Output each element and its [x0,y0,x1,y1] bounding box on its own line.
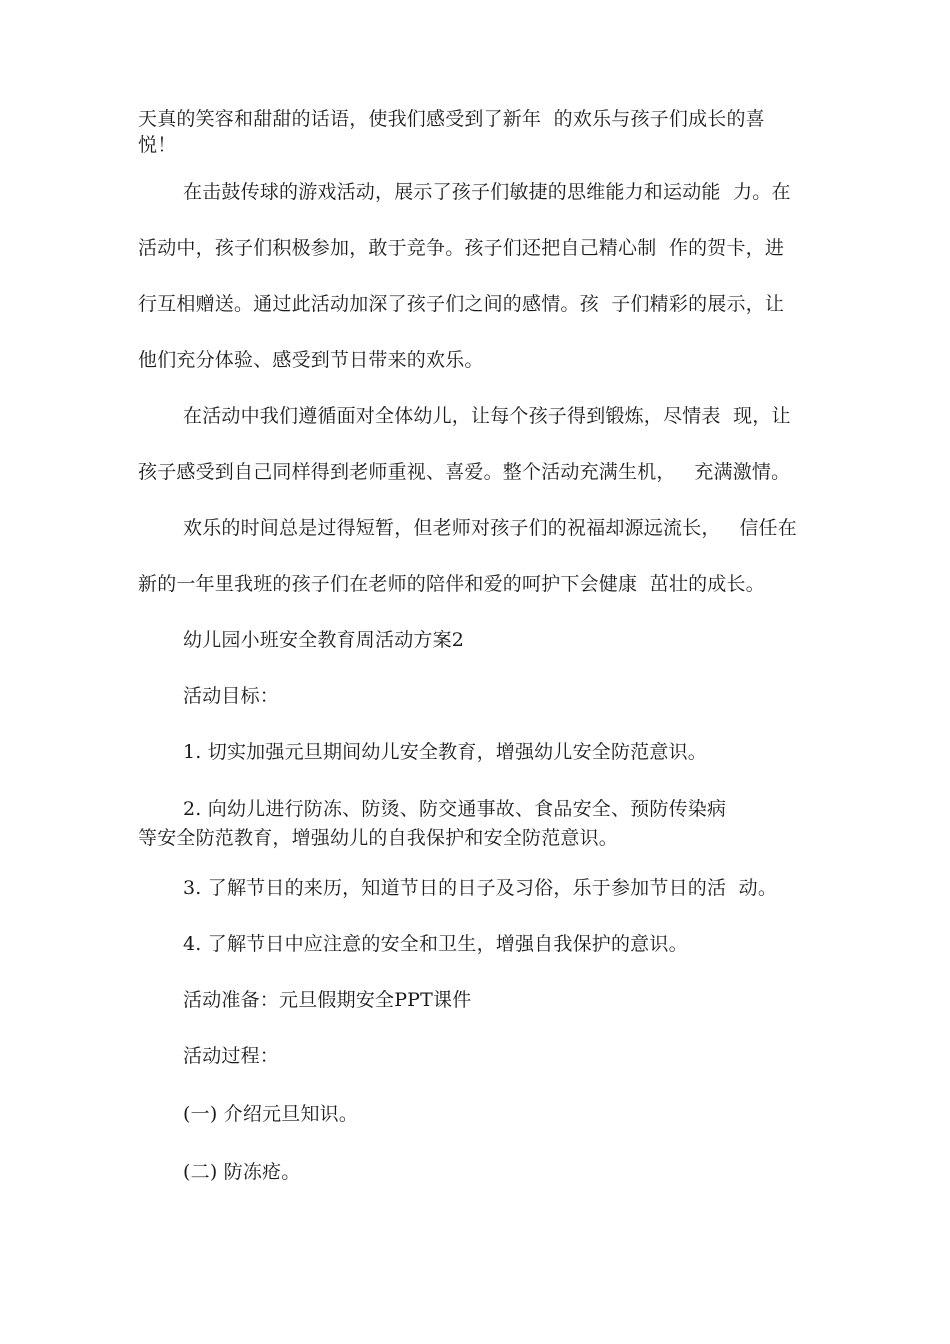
list-item-continuation: 等安全防范教育，增强幼儿的自我保护和安全防范意识。 [138,827,619,849]
list-item: (一) 介绍元旦知识。 [183,1103,359,1125]
paragraph-line: 欢乐的时间总是过得短暂，但老师对孩子们的祝福却源远流长， 信任在 [183,517,797,539]
paragraph-line: 在活动中我们遵循面对全体幼儿，让每个孩子得到锻炼，尽情表 现，让 [183,405,791,427]
list-item: (二) 防冻疮。 [183,1161,301,1183]
paragraph-line: 活动中，孩子们积极参加，敢于竞争。孩子们还把自己精心制 作的贺卡，进 [138,237,785,259]
paragraph-line: 孩子感受到自己同样得到老师重视、喜爱。整个活动充满生机， 充满激情。 [138,461,791,483]
paragraph-line: 天真的笑容和甜甜的话语，使我们感受到了新年 的欢乐与孩子们成长的喜 [138,108,765,130]
list-item: 4. 了解节日中应注意的安全和卫生，增强自我保护的意识。 [183,933,688,955]
subheading: 活动目标： [183,685,280,707]
paragraph-line: 在击鼓传球的游戏活动，展示了孩子们敏捷的思维能力和运动能 力。在 [183,181,791,203]
subheading: 活动过程： [183,1045,280,1067]
paragraph-line: 新的一年里我班的孩子们在老师的陪伴和爱的呵护下会健康 茁壮的成长。 [138,573,765,595]
paragraph-line: 他们充分体验、感受到节日带来的欢乐。 [138,349,484,371]
subheading: 活动准备：元旦假期安全PPT课件 [183,989,472,1011]
list-item: 1. 切实加强元旦期间幼儿安全教育，增强幼儿安全防范意识。 [183,741,707,763]
list-item: 3. 了解节日的来历，知道节日的日子及习俗，乐于参加节日的活 动。 [183,877,778,899]
section-heading: 幼儿园小班安全教育周活动方案2 [183,629,465,651]
paragraph-line: 悦！ [138,134,177,156]
paragraph-line: 行互相赠送。通过此活动加深了孩子们之间的感情。孩 子们精彩的展示，让 [138,293,785,315]
list-item: 2. 向幼儿进行防冻、防烫、防交通事故、食品安全、预防传染病 [183,798,727,820]
